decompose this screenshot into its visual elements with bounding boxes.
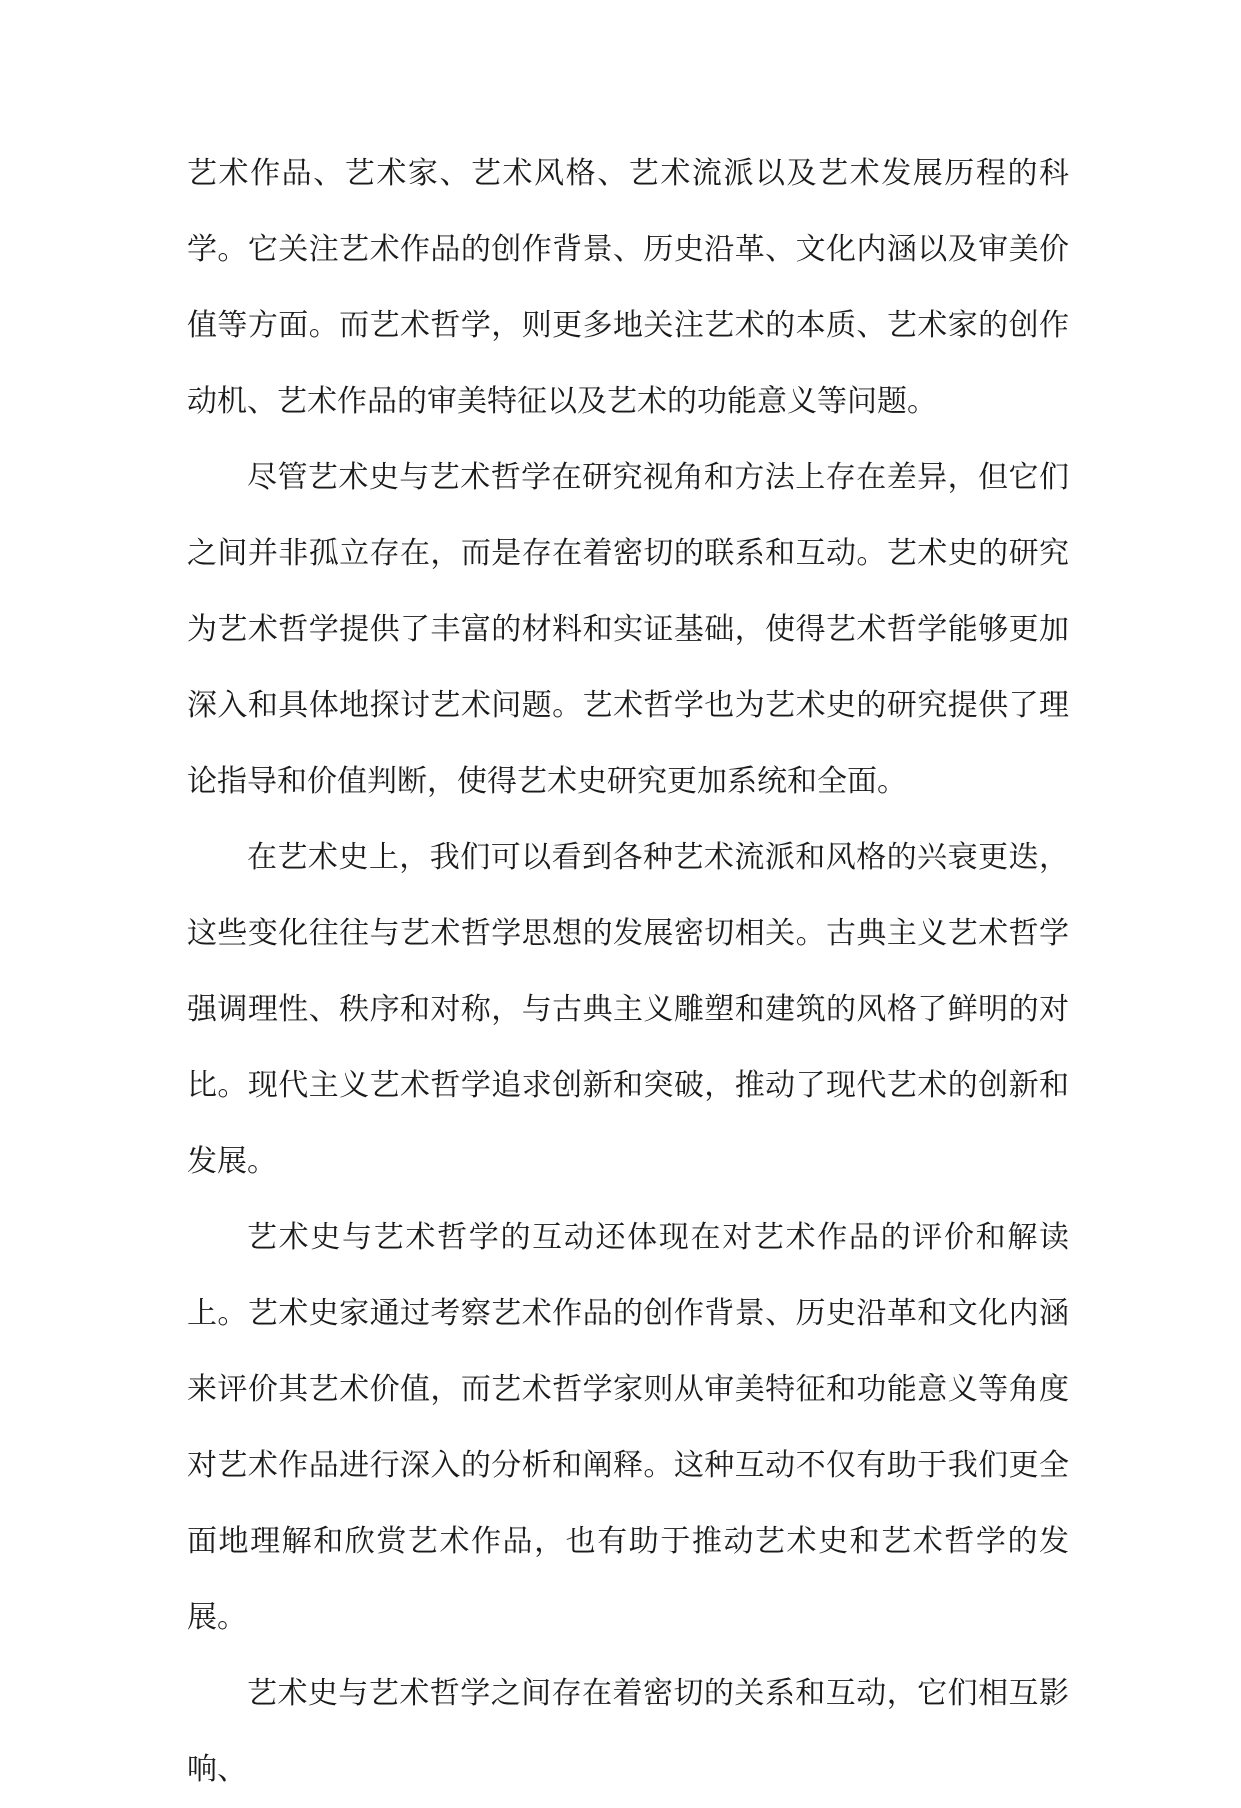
paragraph: 艺术史与艺术哲学之间存在着密切的关系和互动，它们相互影响、 xyxy=(187,1676,1069,1787)
paragraph: 艺术史与艺术哲学的互动还体现在对艺术作品的评价和解读上。艺术史家通过考察艺术作品的创作背景、历史沿革和文化内涵来评价其艺术价值，而艺术哲学家则从审美特征和功能意义等角度对艺术作品进行深入的分析和阐释。这种互动不仅有助于我们更全面地理解和欣赏艺术作品，也有助于推动艺术史和艺术哲学的发展。 xyxy=(187,1220,1069,1635)
paragraph: 尽管艺术史与艺术哲学在研究视角和方法上存在差异，但它们之间并非孤立存在，而是存在着密切的联系和互动。艺术史的研究为艺术哲学提供了丰富的材料和实证基础，使得艺术哲学能够更加深入和具体地探讨艺术问题。艺术哲学也为艺术史的研究提供了理论指导和价值判断，使得艺术史研究更加系统和全面。 xyxy=(187,460,1069,799)
document-body xyxy=(187,136,1069,1808)
paragraph: 在艺术史上，我们可以看到各种艺术流派和风格的兴衰更迭，这些变化往往与艺术哲学思想的发展密切相关。古典主义艺术哲学强调理性、秩序和对称，与古典主义雕塑和建筑的风格了鲜明的对比。现代主义艺术哲学追求创新和突破，推动了现代艺术的创新和发展。 xyxy=(187,840,1069,1179)
paragraph-continuation: 艺术作品、艺术家、艺术风格、艺术流派以及艺术发展历程的科学。它关注艺术作品的创作背景、历史沿革、文化内涵以及审美价值等方面。而艺术哲学，则更多地关注艺术的本质、艺术家的创作动机、艺术作品的审美特征以及艺术的功能意义等问题。 xyxy=(187,156,1069,419)
